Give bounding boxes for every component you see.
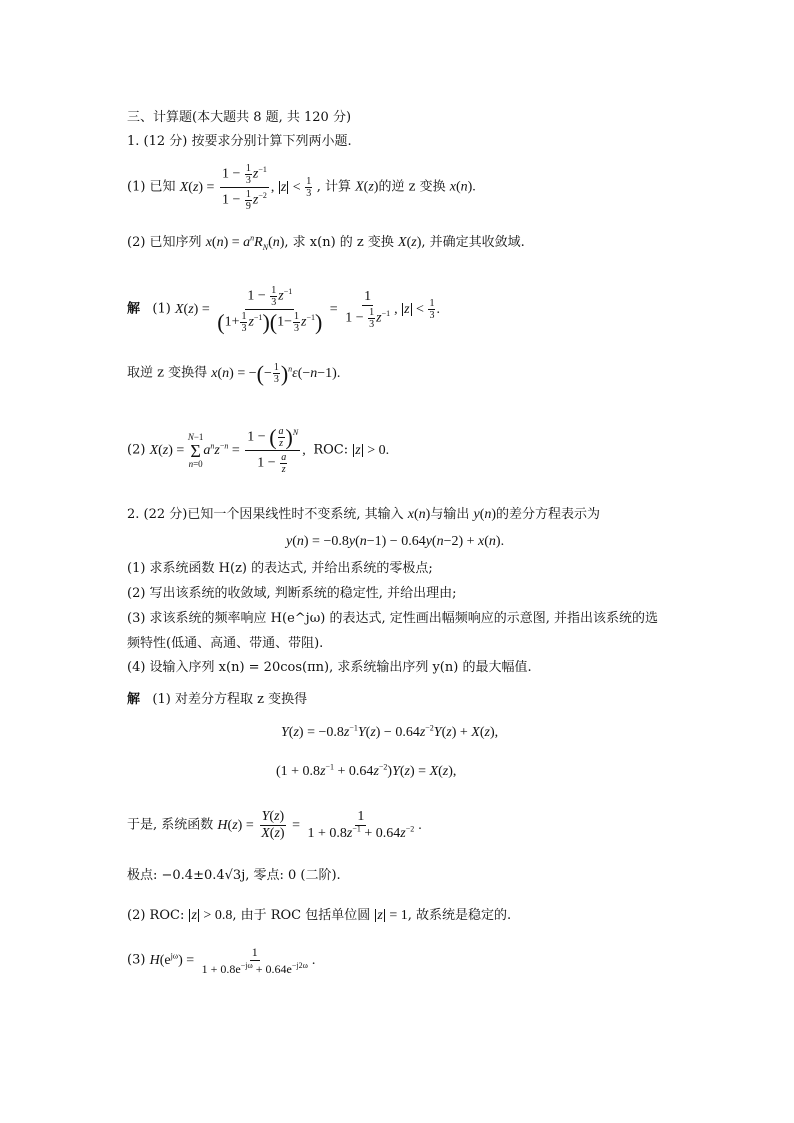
q1-part2-tail: , 并确定其收敛域.: [421, 235, 525, 250]
q1-solution-2: (2) X(z) = N−1 Σ n=0 $a^nz^{-n}$ = 1 − ( $\frac{a}{z}$ )$^N$ 1 − $\frac{a}{z}$ , ROC: z > 0.: [127, 424, 390, 475]
q1-part2-label: (2) 已知序列: [127, 235, 202, 250]
q2-solution-3: (3) $H(e^{j\omega})$ = $\frac{1}{1 + 0.8e^{-j\omega} + 0.64e^{-j2\omega}}$ .: [127, 945, 316, 976]
q2-solution-label: 解: [127, 692, 141, 707]
q2-difference-equation: y(n) = −0.8y(n−1) − 0.64y(n−2) + x(n).: [286, 534, 505, 549]
q2-solution-2: (2) ROC: z > 0.8, 由于 ROC 包括单位圆 z = 1, 故系统是稳定的.: [127, 908, 512, 923]
q2-z-transform-eq-2: $(1 + 0.8z^{-1} + 0.64z^{-2})Y(z) = X(z)$,: [276, 762, 457, 779]
q2-item-3-cont: 频特性(低通、高通、带通、带阻).: [127, 636, 324, 651]
q1-part1-tail: 的逆 z 变换: [378, 179, 446, 195]
q1-part1: (1) 已知 X(z) = 1 − $\frac{1}{3}$ $z^{-1}$ 1 − $\frac{1}{9}$ $z^{-2}$ , z < $\frac{1}{3}$ , 计算 X(z)的逆 z 变换 x(n).: [127, 163, 476, 212]
q1-part2-mid: , 求 x(n) 的 z 变换: [284, 235, 394, 250]
q2-system-function: 于是, 系统函数 H(z) = $\frac{Y(z)}{X(z)}$ = $\frac{1}{1 + 0.8z^{-1} + 0.64z^{-2}}$ .: [127, 809, 422, 841]
q2-item-2: (2) 写出该系统的收敛域, 判断系统的稳定性, 并给出理由;: [127, 586, 457, 601]
q2-item-3: (3) 求该系统的频率响应 H(e^jω) 的表达式, 定性画出幅频响应的示意图, 并指出该系统的选: [127, 611, 659, 626]
q1-part1-cond-suffix: , 计算: [316, 179, 351, 195]
q1-title: 1. (12 分) 按要求分别计算下列两小题.: [127, 134, 352, 149]
q2-z-transform-eq: $Y(z) = -0.8z^{-1}Y(z) - 0.64z^{-2}Y(z) + X(z)$,: [281, 723, 499, 740]
q2-title: 2. (22 分)已知一个因果线性时不变系统, 其输入 x(n)与输出 y(n)的差分方程表示为: [127, 507, 601, 522]
q2-solution-1: 解 (1) 对差分方程取 z 变换得: [127, 692, 308, 707]
q1-part1-label: (1) 已知: [127, 179, 176, 195]
q1-inverse-result: 取逆 z 变换得 x(n) = −(− $\frac{1}{3}$ )$^n$ε(−n−1).: [127, 360, 341, 386]
q2-item-1: (1) 求系统函数 H(z) 的表达式, 并给出系统的零极点;: [127, 561, 433, 576]
q1-part2: (2) 已知序列 $x(n) = a^nR_N(n)$, 求 x(n) 的 z 变换 X(z), 并确定其收敛域.: [127, 233, 525, 252]
q2-item-4: (4) 设输入序列 x(n) = 20cos(πn), 求系统输出序列 y(n) 的最大幅值.: [127, 660, 532, 675]
section-heading: 三、计算题(本大题共 8 题, 共 120 分): [127, 110, 352, 125]
q2-poles-zeros: 极点: −0.4±0.4√3j, 零点: 0 (二阶).: [127, 868, 341, 883]
q1-solution-1: 解 (1) X(z) = 1 − $\frac{1}{3}$ $z^{-1}$ (1+ $\frac{1}{3}$ $z^{-1})(1-$ $\frac{1}{3}$ $z^{-1}$) = 1 1 − $\frac{1}{3}$ $z^{-1}$ , z < $\frac{1}{3}$ .: [127, 285, 440, 335]
q1-part1-formula: X(z) = 1 − $\frac{1}{3}$ $z^{-1}$ 1 − $\frac{1}{9}$ $z^{-2}$ , z < $\frac{1}{3}$: [179, 163, 312, 212]
q1-solution-label: 解: [127, 301, 141, 317]
